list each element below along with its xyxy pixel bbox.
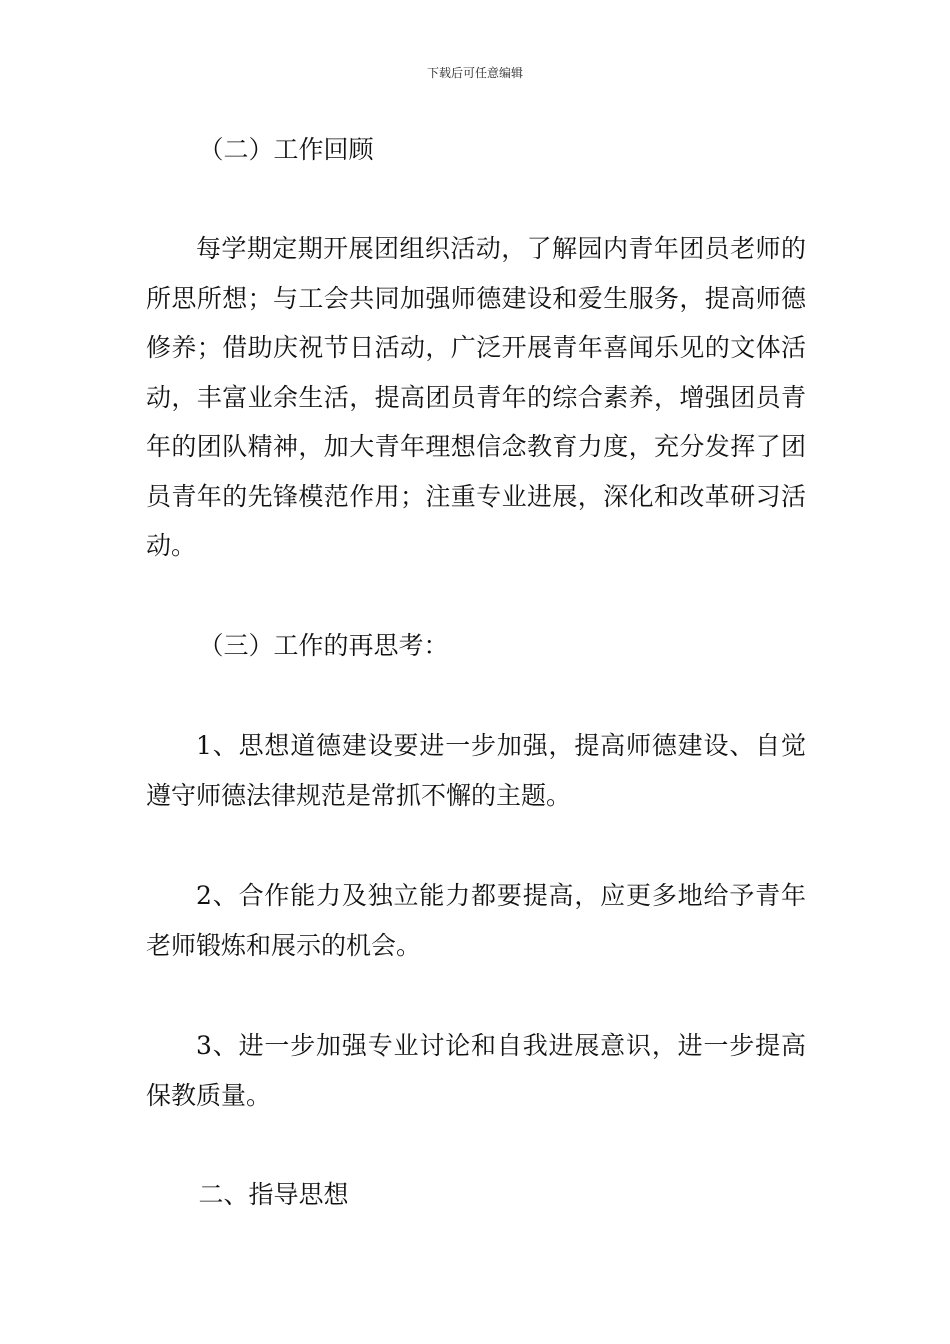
page-header: 下载后可任意编辑 xyxy=(426,66,523,80)
paragraph-work-review: 每学期定期开展团组织活动，了解园内青年团员老师的所思所想；与工会共同加强师德建设和爱生服务，提高师德修养；借助庆祝节日活动，广泛开展青年喜闻乐见的文体活动，丰富业余生活，提高团员青年的综合素养，增强团员青年的团队精神，加大青年理想信念教育力度，充分发挥了团员青年的先锋模范作用；注重专业进展，深化和改革研习活动。 xyxy=(146,234,806,560)
section-heading-guiding-ideology: 二、指导思想 xyxy=(198,1180,349,1209)
paragraph-item-2: 2、合作能力及独立能力都要提高，应更多地给予青年老师锻炼和展示的机会。 xyxy=(146,881,806,960)
section-heading-work-review: （二）工作回顾 xyxy=(198,135,374,164)
section-heading-rethinking: （三）工作的再思考： xyxy=(198,631,449,660)
paragraph-item-1: 1、思想道德建设要进一步加强，提高师德建设、自觉遵守师德法律规范是常抓不懈的主题。 xyxy=(146,731,806,810)
paragraph-item-3: 3、进一步加强专业讨论和自我进展意识，进一步提高保教质量。 xyxy=(146,1031,806,1110)
